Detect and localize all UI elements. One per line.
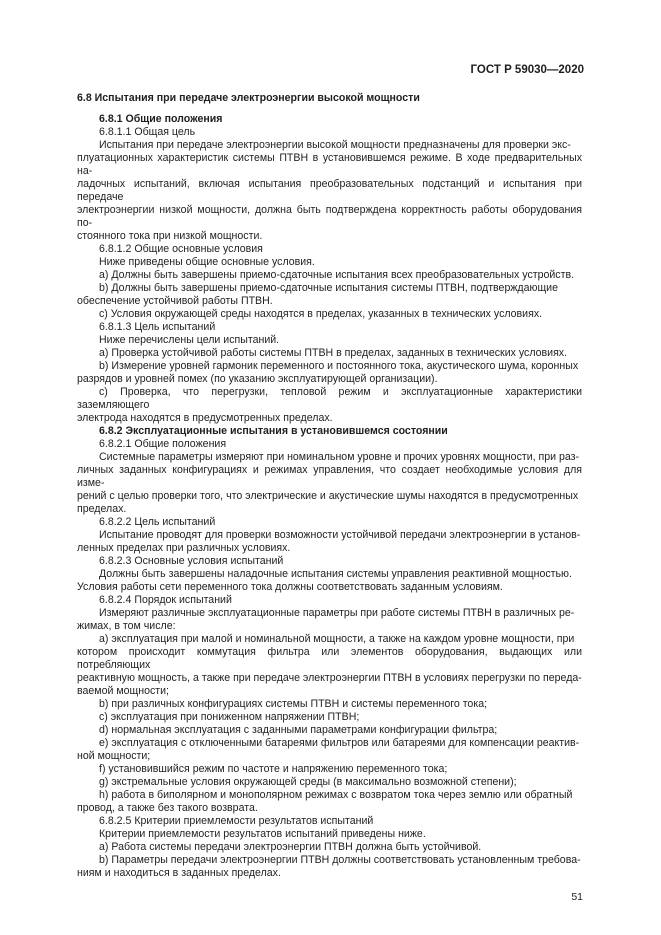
paragraph: 6.8.2.1 Общие положения xyxy=(99,438,227,450)
paragraph: c) эксплуатация при пониженном напряжении ПТВН; xyxy=(99,711,360,723)
paragraph: 6.8.1.3 Цель испытаний xyxy=(99,321,216,333)
paragraph: b) при различных конфигурациях системы ПТВН и системы переменного тока; xyxy=(99,698,488,710)
paragraph: a) Должны быть завершены приемо-сдаточные испытания всех преобразовательных устройств. xyxy=(99,269,575,281)
paragraph: f) установившийся режим по частоте и напряжению переменного тока; xyxy=(99,763,448,775)
paragraph: Системные параметры измеряют при номинальном уровне и прочих уровнях мощности, при раз- личных заданных конфигурациях и режимах управления, что создает необходимые условия для изме- рений с целью проверки того, что электрические и акустические шумы находятся в предусмотренных пределах. xyxy=(77,451,582,515)
paragraph: 6.8.2.3 Основные условия испытаний xyxy=(99,555,284,567)
paragraph: b) Должны быть завершены приемо-сдаточные испытания системы ПТВН, подтверждающие обеспечение устойчивой работы ПТВН. xyxy=(77,282,558,307)
paragraph: Испытания при передаче электроэнергии высокой мощности предназначены для проверки экс- плуатационных характеристик системы ПТВН в установившемся режиме. В ходе предварительных на- ладочных испытаний, включая испытания преобразовательных подстанций и испытания при передаче электроэнергии низкой мощности, должна быть подтверждена корректность работы оборудования по- стоянного тока при низкой мощности. xyxy=(77,139,582,242)
paragraph: Ниже приведены общие основные условия. xyxy=(99,256,315,268)
section-heading: 6.8 Испытания при передаче электроэнергии высокой мощности xyxy=(77,92,420,104)
paragraph: 6.8.2.4 Порядок испытаний xyxy=(99,594,232,606)
document-body xyxy=(77,113,582,880)
paragraph: 6.8.1.2 Общие основные условия xyxy=(99,243,263,255)
paragraph: Должны быть завершены наладочные испытания системы управления реактивной мощностью. Условия работы сети переменного тока должны соответствовать заданным условиям. xyxy=(77,568,572,593)
subsection-heading: 6.8.2 Эксплуатационные испытания в установившемся состоянии xyxy=(99,425,448,437)
paragraph: g) экстремальные условия окружающей среды (в максимально возможной степени); xyxy=(99,776,517,788)
document-header-id: ГОСТ Р 59030—2020 xyxy=(470,64,584,76)
paragraph: e) эксплуатация с отключенными батареями фильтров или батареями для компенсации реактив- ной мощности; xyxy=(77,737,580,762)
paragraph: a) Работа системы передачи электроэнергии ПТВН должна быть устойчивой. xyxy=(99,841,482,853)
subsection-heading: 6.8.1 Общие положения xyxy=(99,113,223,125)
paragraph: 6.8.2.5 Критерии приемлемости результатов испытаний xyxy=(99,815,374,827)
page-number: 51 xyxy=(571,891,583,903)
paragraph: a) эксплуатация при малой и номинальной мощности, а также на каждом уровне мощности, при котором происходит коммутация фильтра или элементов оборудования, выдающих или потребляющих реактивную мощность, а также при передаче электроэнергии ПТВН в условиях перегрузки по переда- ваемой мощности; xyxy=(77,633,582,697)
paragraph: Испытание проводят для проверки возможности устойчивой передачи электроэнергии в установ- ленных пределах при различных условиях. xyxy=(77,529,581,554)
paragraph: c) Условия окружающей среды находятся в пределах, указанных в технических условиях. xyxy=(99,308,543,320)
paragraph: Критерии приемлемости результатов испытаний приведены ниже. xyxy=(99,828,426,840)
paragraph: Ниже перечислены цели испытаний. xyxy=(99,334,280,346)
paragraph: d) нормальная эксплуатация с заданными параметрами конфигурации фильтра; xyxy=(99,724,498,736)
paragraph: h) работа в биполярном и монополярном режимах с возвратом тока через землю или обратный провод, а также без такого возврата. xyxy=(77,789,573,814)
paragraph: c) Проверка, что перегрузки, тепловой режим и эксплуатационные характеристики заземляющего электрода находятся в предусмотренных пределах. xyxy=(77,386,582,424)
paragraph: 6.8.1.1 Общая цель xyxy=(99,126,196,138)
paragraph: b) Параметры передачи электроэнергии ПТВН должны соответствовать установленным требова- ниям и находиться в заданных пределах. xyxy=(77,854,581,879)
paragraph: Измеряют различные эксплуатационные параметры при работе системы ПТВН в различных ре- жимах, в том числе: xyxy=(77,607,575,632)
paragraph: b) Измерение уровней гармоник переменного и постоянного тока, акустического шума, коронных разрядов и уровней помех (по указанию эксплуатирующей организации). xyxy=(77,360,579,385)
paragraph: 6.8.2.2 Цель испытаний xyxy=(99,516,216,528)
paragraph: a) Проверка устойчивой работы системы ПТВН в пределах, заданных в технических условиях. xyxy=(99,347,568,359)
